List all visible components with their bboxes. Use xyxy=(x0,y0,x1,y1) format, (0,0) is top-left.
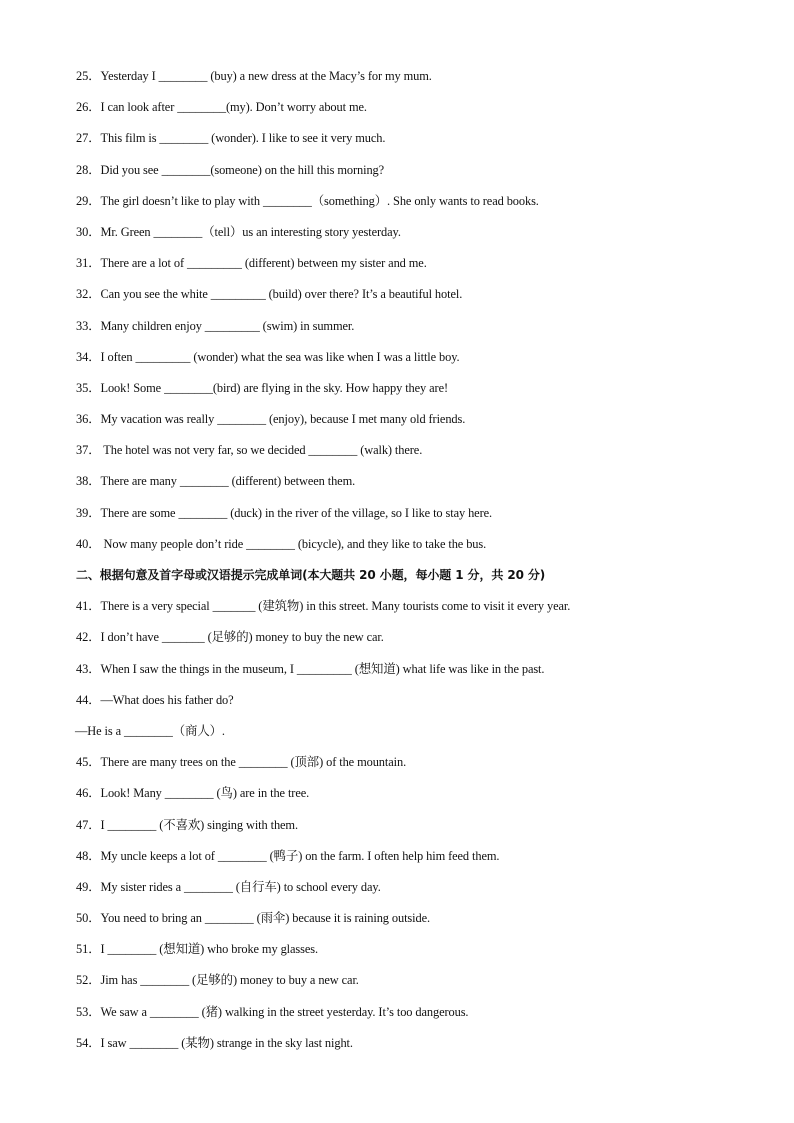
exercise-item-44: 44．—What does his father do? xyxy=(76,692,234,707)
exercise-item-44-reply: —He is a ________（商人）. xyxy=(75,723,225,738)
exercise-item-42: 42．I don’t have _______ (足够的) money to buy the new car. xyxy=(76,630,384,645)
exercise-item-36: 36．My vacation was really ________ (enjoy), because I met many old friends. xyxy=(76,412,466,427)
exercise-item-31: 31．There are a lot of _________ (different) between my sister and me. xyxy=(76,256,427,271)
exercise-item-41: 41．There is a very special _______ (建筑物) in this street. Many tourists come to visit it every year. xyxy=(76,599,571,614)
exercise-item-29: 29．The girl doesn’t like to play with ________（something）. She only wants to read books. xyxy=(76,193,539,208)
exercise-item-25: 25．Yesterday I ________ (buy) a new dress at the Macy’s for my mum. xyxy=(76,69,432,83)
exercise-item-48: 48．My uncle keeps a lot of ________ (鸭子) on the farm. I often help him feed them. xyxy=(76,848,500,863)
exercise-item-28: 28．Did you see ________(someone) on the hill this morning? xyxy=(76,162,385,177)
exercise-item-32: 32．Can you see the white _________ (build) over there? It’s a beautiful hotel. xyxy=(76,287,463,302)
exercise-item-47: 47．I ________ (不喜欢) singing with them. xyxy=(76,817,298,832)
exercise-item-54: 54．I saw ________ (某物) strange in the sky last night. xyxy=(76,1035,353,1050)
exercise-item-38: 38．There are many ________ (different) between them. xyxy=(76,474,356,489)
exercise-item-34: 34．I often _________ (wonder) what the sea was like when I was a little boy. xyxy=(76,349,460,364)
exercise-item-27: 27．This film is ________ (wonder). I like to see it very much. xyxy=(76,131,386,146)
exercise-item-26: 26．I can look after ________(my). Don’t worry about me. xyxy=(76,100,367,115)
exercise-list xyxy=(76,64,766,1062)
exercise-item-33: 33．Many children enjoy _________ (swim) in summer. xyxy=(76,318,355,333)
section-heading: 二、根据句意及首字母或汉语提示完成单词(本大题共 20 小题，每小题 1 分，共 20 分) xyxy=(76,568,546,582)
exercise-item-51: 51．I ________ (想知道) who broke my glasses. xyxy=(76,942,318,957)
exercise-item-40: 40． Now many people don’t ride ________ (bicycle), and they like to take the bus. xyxy=(76,536,487,551)
exercise-item-37: 37． The hotel was not very far, so we decided ________ (walk) there. xyxy=(76,443,423,458)
exercise-item-52: 52．Jim has ________ (足够的) money to buy a new car. xyxy=(76,973,359,988)
exercise-item-45: 45．There are many trees on the ________ (顶部) of the mountain. xyxy=(76,755,407,770)
exercise-item-53: 53．We saw a ________ (猪) walking in the street yesterday. It’s too dangerous. xyxy=(76,1004,469,1019)
exercise-item-43: 43．When I saw the things in the museum, I _________ (想知道) what life was like in the past. xyxy=(76,661,545,676)
exercise-item-30: 30．Mr. Green ________（tell）us an interesting story yesterday. xyxy=(76,224,401,239)
exercise-item-49: 49．My sister rides a ________ (自行车) to school every day. xyxy=(76,879,381,894)
exercise-item-39: 39．There are some ________ (duck) in the river of the village, so I like to stay here. xyxy=(76,505,492,520)
exercise-item-35: 35．Look! Some ________(bird) are flying in the sky. How happy they are! xyxy=(76,380,448,395)
exercise-item-50: 50．You need to bring an ________ (雨伞) because it is raining outside. xyxy=(76,911,430,926)
exercise-item-46: 46．Look! Many ________ (鸟) are in the tree. xyxy=(76,786,310,801)
